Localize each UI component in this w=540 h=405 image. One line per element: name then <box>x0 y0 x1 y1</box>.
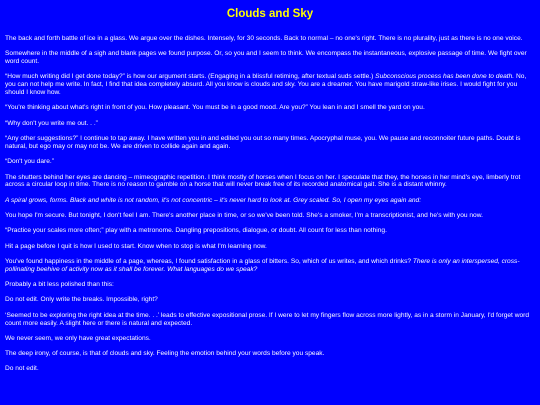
story-paragraph <box>5 227 535 235</box>
story-paragraph <box>5 197 535 205</box>
italic-text: A spiral grows, forms. Black and white is not random, it's not concentric – it's never hard to look at. Grey scaled. So, I open my eyes again and: <box>5 196 422 204</box>
paragraph-text: We never seem, we only have great expectations. <box>5 334 151 342</box>
story-body <box>5 35 535 374</box>
story-paragraph <box>5 158 535 166</box>
paragraph-text: “How much writing did I get done today?” is how our argument starts. (Engaging in a blissful retiming, after textual suds settle.) <box>5 73 376 81</box>
story-paragraph <box>5 258 535 274</box>
paragraph-text: The shutters behind her eyes are dancing – mimeographic repetition. I think mostly of horses when I focus on her. I speculate that they, the horses in her mind's eye, limberly trot across a circular loop in time. There is no reason to gamble on a horse that will never break free of its recorded anatomical gait. She is a distant whinny. <box>5 173 521 189</box>
paragraph-text: The back and forth battle of ice in a glass. We argue over the dishes. Intensely, for 30 seconds. Back to normal – no one's right. There is no plurality, just as there is no one voice. <box>5 34 523 42</box>
story-paragraph <box>5 104 535 112</box>
paragraph-text: Probably a bit less polished than this: <box>5 281 114 289</box>
paragraph-text: The deep irony, of course, is that of clouds and sky. Feeling the emotion behind your words before you speak. <box>5 350 325 358</box>
paragraph-text: Hit a page before I quit is how I used to start. Know when to stop is what I'm learning now. <box>5 242 267 250</box>
story-paragraph <box>5 350 535 358</box>
story-paragraph <box>5 243 535 251</box>
paragraph-text: “Any other suggestions?” I continue to tap away. I have written you in and edited you out so many times. Apocryphal muse, you. We pause and reconnoiter future paths. Doubt is natural, but ego may or may not be. We are driven to collide again and again. <box>5 135 521 150</box>
paragraph-text: Do not edit. Only write the breaks. Impossible, right? <box>5 296 158 304</box>
paragraph-text: You hope I'm secure. But tonight, I don't feel I am. There's another place in time, or so we've been told. She's a smoker, I'm a transcriptionist, and he's with you now. <box>5 212 483 219</box>
paragraph-text: Somewhere in the middle of a sigh and blank pages we found purpose. Or, so you and I seem to think. We encompass the instantaneous, explosive passage of time. We fight over word count. <box>5 50 527 65</box>
italic-text: Subconscious process has been done to death. <box>375 73 515 81</box>
story-paragraph <box>5 50 535 66</box>
story-paragraph <box>5 312 535 328</box>
paragraph-text: “Don't you dare.” <box>5 158 54 166</box>
paragraph-text: “You're thinking about what's right in front of you. How pleasant. You must be in a good mood. Are you?” You lean in and I smell the yard on you. <box>5 104 425 112</box>
paragraph-text: “Practice your scales more often;” play with a metronome. Dangling prepositions, dialogue, or doubt. All count for less than nothing. <box>5 227 387 235</box>
paragraph-text: No, you can not help me write. In fact, I find that idea completely absurd. All you know is clouds and sky. You are a dreamer. You have marigold straw-like irises. I would fight for you should I know how. <box>5 73 527 97</box>
paragraph-text: ‘Seemed to be exploring the right idea at the time. . .’ leads to effective expositional prose. If I were to let my fingers flow across more lightly, as in a storm in January, I'd forget word count more easily. A slight here or there is natural and expected. <box>5 311 530 327</box>
story-paragraph <box>5 212 535 220</box>
story-paragraph <box>5 335 535 343</box>
story-paragraph <box>5 120 535 128</box>
paragraph-text: “Why don't you write me out. . .” <box>5 119 98 127</box>
story-paragraph <box>5 281 535 289</box>
page-title: Clouds and Sky <box>226 8 314 20</box>
story-paragraph <box>5 73 535 97</box>
story-paragraph <box>5 296 535 304</box>
italic-text: There is only an interspersed, cross-pollinating beehive of activity now as it shall be forever. What languages do we speak? <box>5 257 520 273</box>
story-paragraph <box>5 135 535 151</box>
story-paragraph <box>5 35 535 43</box>
paragraph-text: You've found happiness in the middle of a page, whereas, I found satisfaction in a glass of bitters. So, which of us writes, and which drinks? <box>5 257 413 265</box>
story-paragraph <box>5 365 535 373</box>
story-paragraph <box>5 174 535 190</box>
paragraph-text: Do not edit. <box>5 365 39 373</box>
